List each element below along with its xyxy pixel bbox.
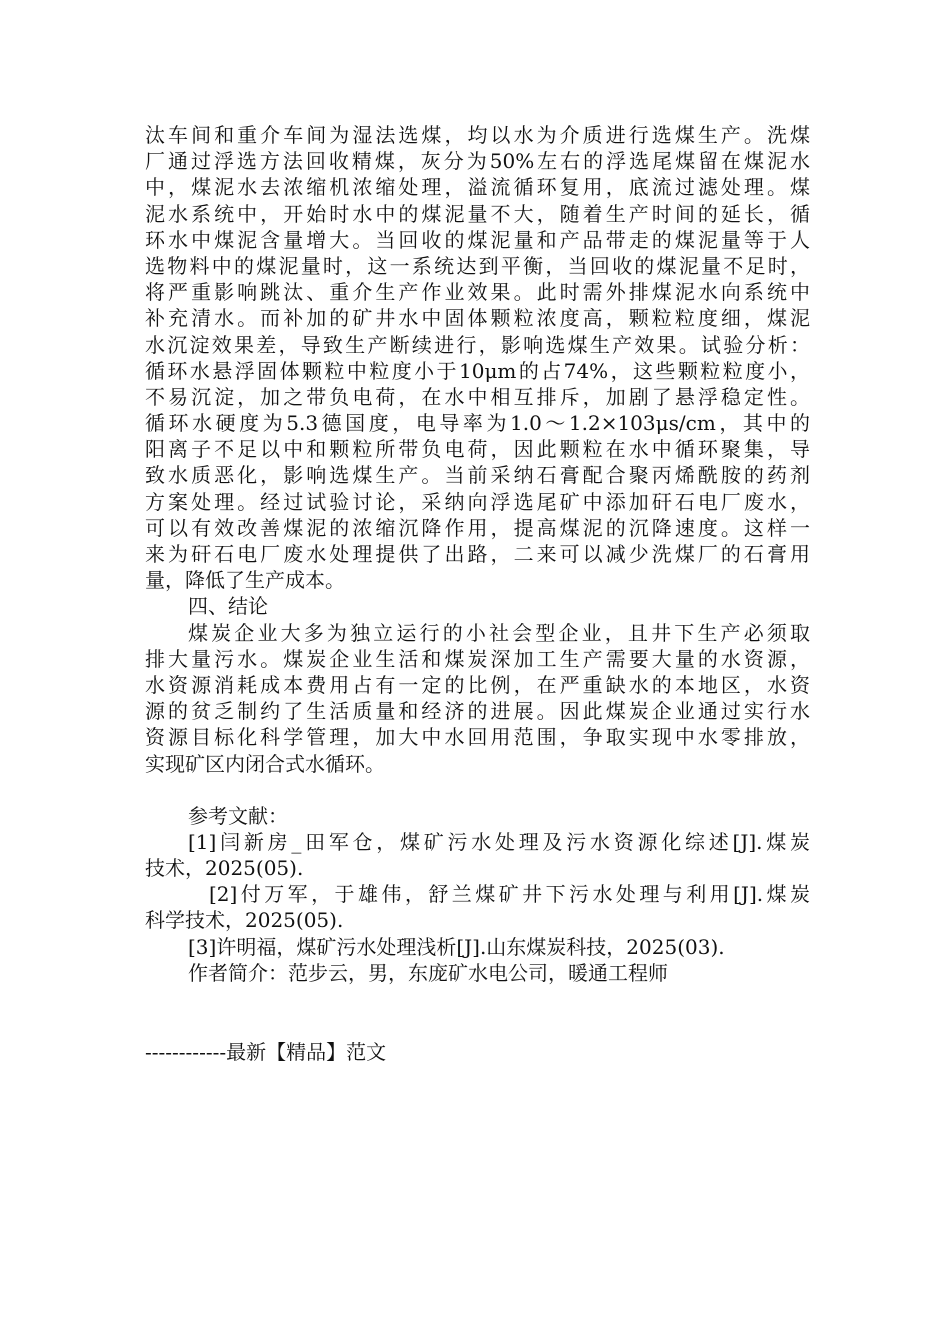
text-line: 量，降低了生产成本。 [145, 568, 345, 593]
text-line: 中，煤泥水去浓缩机浓缩处理，溢流循环复用，底流过滤处理。煤 [145, 175, 810, 200]
reference-item: [3]许明福，煤矿污水处理浅析[J].山东煤炭科技，2025(03). [188, 934, 725, 959]
text-line: 环水中煤泥含量增大。当回收的煤泥量和产品带走的煤泥量等于人 [145, 227, 810, 252]
text-line: 选物料中的煤泥量时，这一系统达到平衡，当回收的煤泥量不足时， [145, 253, 810, 278]
text-line: 煤炭企业大多为独立运行的小社会型企业，且井下生产必须取 [188, 620, 810, 645]
text-line: 厂通过浮选方法回收精煤，灰分为50%左右的浮选尾煤留在煤泥水 [145, 149, 810, 174]
text-line: 汰车间和重介车间为湿法选煤，均以水为介质进行选煤生产。洗煤 [145, 123, 810, 147]
text-line: 实现矿区内闭合式水循环。 [145, 751, 385, 776]
reference-item: [2]付万军，于雄伟，舒兰煤矿井下污水处理与利用[J].煤炭 [209, 882, 810, 907]
text-line: 循环水硬度为5.3德国度，电导率为1.0～1.2×103μs/cm，其中的 [145, 411, 810, 436]
text-line: 泥水系统中，开始时水中的煤泥量不大，随着生产时间的延长，循 [145, 201, 810, 226]
text-line: 排大量污水。煤炭企业生活和煤炭深加工生产需要大量的水资源， [145, 646, 810, 671]
references-section [145, 803, 810, 986]
text-line: 水沉淀效果差，导致生产断续进行，影响选煤生产效果。试验分析： [145, 332, 810, 357]
text-line: 资源目标化科学管理，加大中水回用范围，争取实现中水零排放， [145, 725, 810, 750]
text-line: 阳离子不足以中和颗粒所带负电荷，因此颗粒在水中循环聚集，导 [145, 437, 810, 462]
text-line: 不易沉淀，加之带负电荷，在水中相互排斥，加剧了悬浮稳定性。 [145, 384, 810, 409]
text-line: 水资源消耗成本费用占有一定的比例，在严重缺水的本地区，水资 [145, 672, 810, 697]
text-line: 来为矸石电厂废水处理提供了出路，二来可以减少洗煤厂的石膏用 [145, 542, 810, 566]
references-heading: 参考文献： [188, 803, 288, 828]
text-line: 方案处理。经过试验讨论，采纳向浮选尾矿中添加矸石电厂废水， [145, 489, 810, 514]
body-paragraph [145, 122, 810, 593]
author-note: 作者简介：范步云，男，东庞矿水电公司，暖通工程师 [188, 960, 668, 985]
document-page [145, 122, 810, 1066]
text-line: 将严重影响跳汰、重介生产作业效果。此时需外排煤泥水向系统中 [145, 280, 810, 305]
footer-text: ------------最新【精品】范文 [145, 1040, 387, 1064]
section-heading: 四、结论 [188, 594, 268, 619]
text-line: 补充清水。而补加的矿井水中固体颗粒浓度高，颗粒粒度细，煤泥 [145, 306, 810, 331]
reference-item: 技术，2025(05). [145, 856, 304, 881]
text-line: 致水质恶化，影响选煤生产。当前采纳石膏配合聚丙烯酰胺的药剂 [145, 463, 810, 488]
reference-item: 科学技术，2025(05). [145, 908, 344, 933]
text-line: 源的贫乏制约了生活质量和经济的进展。因此煤炭企业通过实行水 [145, 699, 810, 724]
text-line: 可以有效改善煤泥的浓缩沉降作用，提高煤泥的沉降速度。这样一 [145, 515, 810, 540]
reference-item: [1]闫新房_田军仓，煤矿污水处理及污水资源化综述[J].煤炭 [188, 829, 810, 854]
text-line: 循环水悬浮固体颗粒中粒度小于10μm的占74%，这些颗粒粒度小， [145, 358, 810, 383]
conclusion-paragraph [145, 620, 810, 777]
